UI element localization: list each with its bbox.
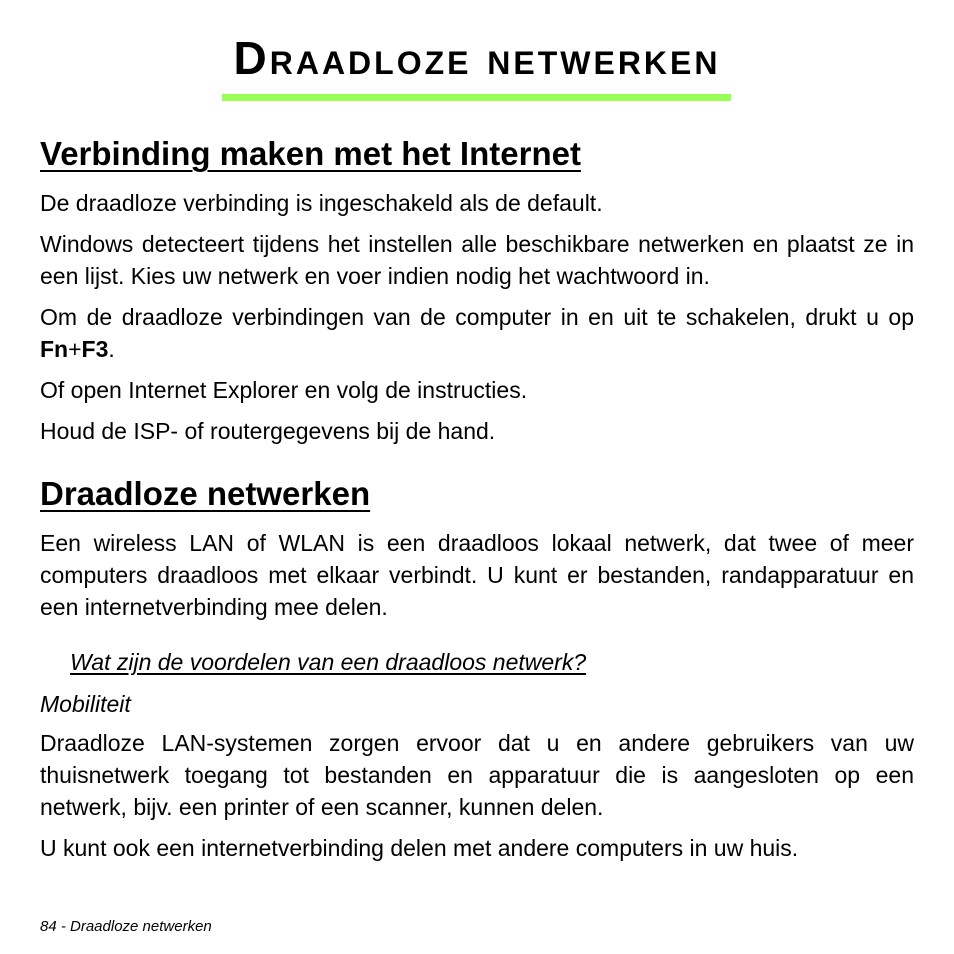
question-heading: Wat zijn de voordelen van een draadloos netwerk?	[70, 649, 587, 675]
subheading-mobiliteit: Mobiliteit	[40, 691, 131, 717]
paragraph: Of open Internet Explorer en volg de instructies.	[40, 377, 528, 403]
section-heading-wireless: Draadloze netwerken	[40, 475, 371, 512]
page-content	[40, 130, 914, 864]
paragraph: Houd de ISP- of routergegevens bij de hand.	[40, 418, 496, 444]
section-heading-internet: Verbinding maken met het Internet	[40, 135, 581, 172]
key-f3: F3	[81, 336, 109, 362]
key-fn: Fn	[40, 336, 69, 362]
paragraph: Windows detecteert tijdens het instellen alle beschikbare netwerken en plaatst ze in een lijst. Kies uw netwerk en voer indien nodig het wachtwoord in.	[40, 231, 914, 289]
page-title: Draadloze netwerken	[233, 32, 721, 84]
title-underline-bar	[222, 94, 731, 101]
paragraph: Een wireless LAN of WLAN is een draadloos lokaal netwerk, dat twee of meer computers draadloos met elkaar verbindt. U kunt er bestanden, randapparatuur en een internetverbinding mee delen.	[40, 530, 914, 620]
paragraph: Draadloze LAN-systemen zorgen ervoor dat u en andere gebruikers van uw thuisnetwerk toegang tot bestanden en apparatuur die is aangesloten op een netwerk, bijv. een printer of een scanner, kunnen delen.	[40, 730, 914, 820]
key-plus: +	[68, 336, 82, 362]
paragraph-text: Om de draadloze verbindingen van de computer in en uit te schakelen, drukt u op	[40, 304, 914, 330]
paragraph: U kunt ook een internetverbinding delen met andere computers in uw huis.	[40, 835, 799, 861]
paragraph: De draadloze verbinding is ingeschakeld als de default.	[40, 190, 603, 216]
paragraph-fn-f3	[40, 301, 914, 365]
paragraph-end: .	[108, 336, 115, 362]
page-footer: 84 - Draadloze netwerken	[40, 918, 212, 935]
